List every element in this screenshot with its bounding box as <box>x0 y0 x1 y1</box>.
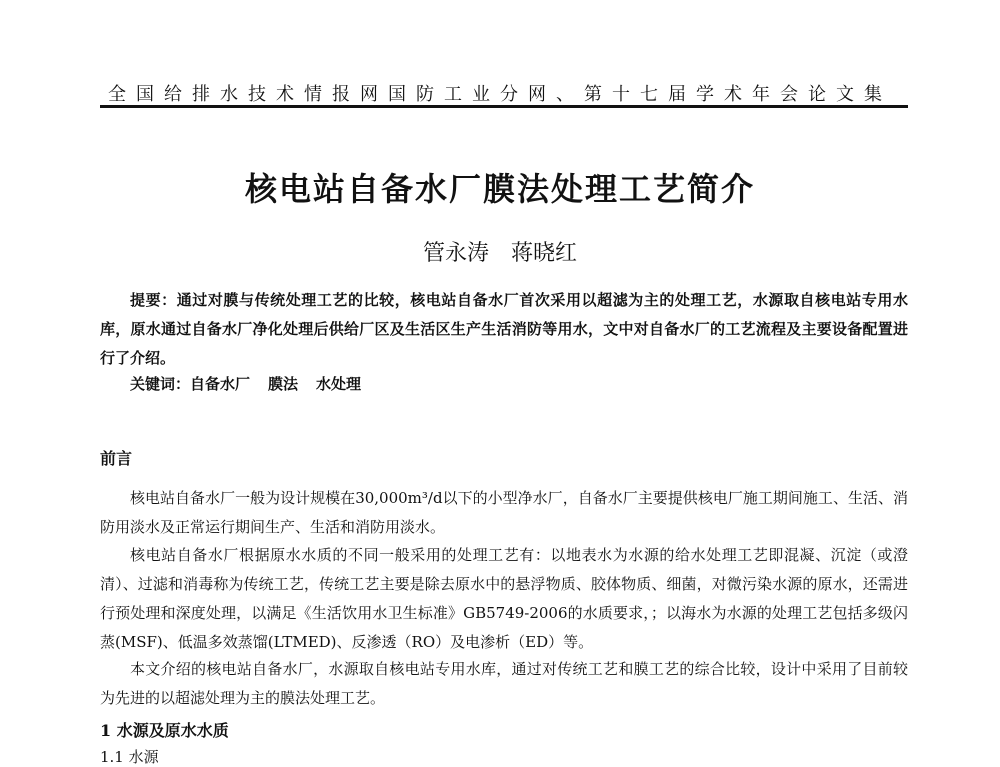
keyword-item: 水处理 <box>316 375 362 393</box>
author-name: 管永涛 <box>422 241 489 266</box>
keyword-item: 膜法 <box>268 375 299 393</box>
abstract <box>100 286 908 373</box>
header-rule <box>100 105 908 108</box>
body-paragraph: 核电站自备水厂根据原水水质的不同一般采用的处理工艺有：以地表水为水源的给水处理工艺即混凝、沉淀（或澄清）、过滤和消毒称为传统工艺，传统工艺主要是除去原水中的悬浮物质、胶体物质、细菌，对微污染水源的原水，还需进行预处理和深度处理，以满足《生活饮用水卫生标准》GB5749-2006的水质要求，；以海水为水源的处理工艺包括多级闪蒸(MSF)、低温多效蒸馏(LTMED)、反渗透（RO）及电渗析（ED）等。 <box>100 546 908 651</box>
section-heading-1: 1 水源及原水水质 <box>100 721 229 740</box>
keywords <box>130 373 900 394</box>
body-paragraph: 本文介绍的核电站自备水厂，水源取自核电站专用水库，通过对传统工艺和膜工艺的综合比较，设计中采用了目前较为先进的以超滤处理为主的膜法处理工艺。 <box>100 660 908 707</box>
section-heading-preface: 前言 <box>100 449 133 468</box>
author-name: 蒋晓红 <box>511 241 578 266</box>
body-paragraph: 核电站自备水厂一般为设计规模在30,000m³/d以下的小型净水厂，自备水厂主要提供核电厂施工期间施工、生活、消防用淡水及正常运行期间生产、生活和消防用淡水。 <box>100 489 908 536</box>
author-list <box>0 236 1000 267</box>
abstract-text: 通过对膜与传统处理工艺的比较，核电站自备水厂首次采用以超滤为主的处理工艺，水源取自核电站专用水库，原水通过自备水厂净化处理后供给厂区及生活区生产生活消防等用水，文中对自备水厂的工艺流程及主要设备配置进行了介绍。 <box>100 291 908 367</box>
paper-title: 核电站自备水厂膜法处理工艺简介 <box>244 170 755 208</box>
keyword-item: 自备水厂 <box>190 375 251 393</box>
abstract-label: 提要： <box>130 291 177 309</box>
running-header: 全国给排水技术情报网国防工业分网、第十七届学术年会论文集 <box>108 84 892 105</box>
section-heading-1-1: 1.1 水源 <box>100 748 159 766</box>
keywords-label: 关键词： <box>130 375 191 393</box>
